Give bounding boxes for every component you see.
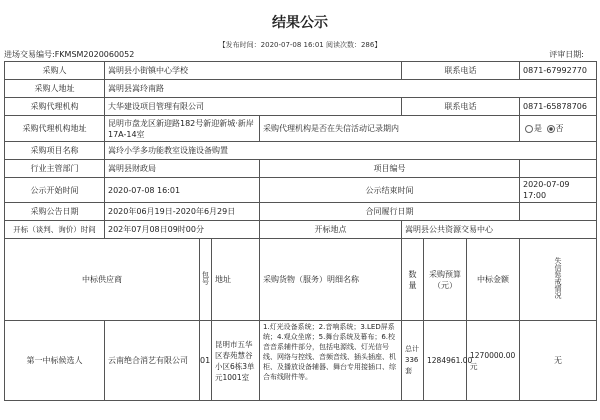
transaction-code: 进场交易编号:FKMSM2020060052 [4,50,135,59]
open-place-value: 嵩明县公共资源交易中心 [402,221,597,239]
pkg-value: 01 [200,321,212,401]
page-title: 结果公示 [272,15,328,31]
pub-start-value: 2020-07-08 16:01 [105,178,260,203]
review-date-label: 评审日期: [549,50,584,59]
agency-tel-value: 0871-65878706 [520,98,597,116]
address-header: 地址 [212,239,260,321]
credit-header: 失信惩戒情况 [554,257,562,299]
project-no-label: 项目编号 [260,160,520,178]
purchaser-addr-value: 嵩明县嵩玲南路 [105,80,597,98]
open-place-label: 开标地点 [260,221,402,239]
amount-value: 1270000.00元 [467,321,520,401]
agency-label: 采购代理机构 [5,98,105,116]
purchaser-addr-label: 采购人地址 [5,80,105,98]
qty-header: 数量 [402,239,424,321]
address-value: 昆明市五华区春苑慧谷小区6栋3单元1001室 [212,321,260,401]
goods-value: 1.灯光设备系统；2.音响系统；3.LED屏系统；4.观众坐席；5.舞台系统及幕布；6.校音音系辅件部分，包括电源线、灯光信号线、网络与控线、音频音线、插头插座、机柜、及播放设备辅器、舞台专用接插口、综合布线附件等。 [260,321,402,401]
supplier-header: 中标供应商 [5,239,200,321]
supplier-value: 云南绝合消艺有限公司 [105,321,200,401]
goods-header: 采购货物（服务）明细名称 [260,239,402,321]
radio-no[interactable] [547,125,555,133]
budget-value: 1284961.00 [424,321,467,401]
credit-remind-label: 采购代理机构是否在失信活动记录期内 [260,116,520,142]
credit-remind-options [520,116,597,142]
rank-value: 第一中标候选人 [5,321,105,401]
pkg-header: 包号 [201,271,210,285]
contract-date-label: 合同履行日期 [260,203,520,221]
credit-value: 无 [520,321,597,401]
result-table [4,61,597,401]
pub-end-value: 2020-07-09 17:00 [520,178,597,203]
agency-addr-value: 昆明市盘龙区新迎路182号新迎新城·新岸17A-14室 [105,116,260,142]
contact-tel-value: 0871-67992770 [520,62,597,80]
contact-tel-label: 联系电话 [402,62,520,80]
project-no-value [520,160,597,178]
dept-label: 行业主管部门 [5,160,105,178]
qty-value: 总计336套 [402,321,424,401]
agency-addr-label: 采购代理机构地址 [5,116,105,142]
radio-yes-label: 是 [534,124,542,133]
budget-header: 采购预算（元） [424,239,467,321]
radio-no-label: 否 [555,124,564,133]
dept-value: 嵩明县财政局 [105,160,260,178]
project-value: 嵩玲小学多功能教室设施设备购置 [105,142,597,160]
open-time-label: 开标（谈判、询价）时间 [5,221,105,239]
purchaser-value: 嵩明县小街镇中心学校 [105,62,402,80]
pub-start-label: 公示开始时间 [5,178,105,203]
pub-end-label: 公示结束时间 [260,178,520,203]
contract-date-value [520,203,597,221]
purchaser-label: 采购人 [5,62,105,80]
announce-date-label: 采购公告日期 [5,203,105,221]
agency-value: 大华建设项目管理有限公司 [105,98,402,116]
open-time-value: 202年07月08日09时00分 [105,221,260,239]
publish-meta: 【发布时间：2020-07-08 16:01 阅读次数：286】 [218,41,382,49]
announce-date-value: 2020年06月19日-2020年6月29日 [105,203,260,221]
radio-yes[interactable] [525,125,533,133]
project-label: 采购项目名称 [5,142,105,160]
amount-header: 中标金额 [467,239,520,321]
agency-tel-label: 联系电话 [402,98,520,116]
